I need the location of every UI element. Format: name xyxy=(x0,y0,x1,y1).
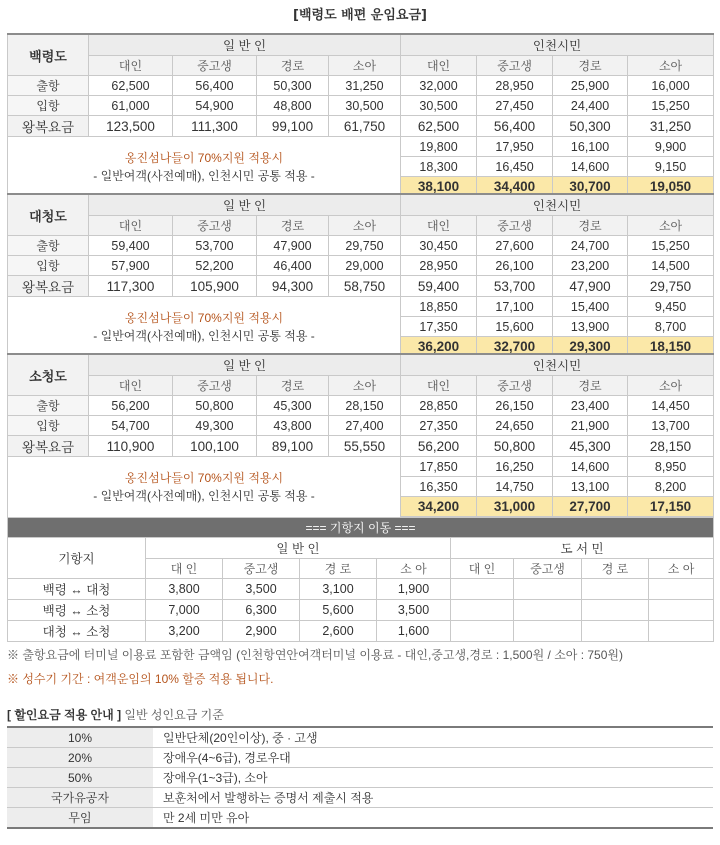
category-student: 중고생 xyxy=(477,216,553,236)
general-fare-cell: 110,900 xyxy=(89,436,173,457)
incheon-fare-cell: 50,800 xyxy=(477,436,553,457)
support-note-detail: - 일반여객(사전예매), 인천시민 공통 적용 - xyxy=(93,168,315,183)
incheon-fare-cell: 27,350 xyxy=(401,416,477,436)
general-fare-cell: 48,800 xyxy=(257,96,329,116)
incheon-fare-cell: 28,950 xyxy=(477,76,553,96)
incheon-fare-cell: 30,450 xyxy=(401,236,477,256)
general-fare-cell: 52,200 xyxy=(173,256,257,276)
support-fare-cell: 34,400 xyxy=(477,177,553,197)
incheon-fare-cell: 13,700 xyxy=(628,416,714,436)
general-fare-header: 일 반 인 xyxy=(89,34,401,56)
discount-title: [ 할인요금 적용 안내 ] xyxy=(7,708,122,722)
discount-desc: 만 2세 미만 유아 xyxy=(153,808,713,829)
general-fare-cell: 55,550 xyxy=(329,436,401,457)
round-trip-row xyxy=(8,276,714,297)
general-fare-cell: 31,250 xyxy=(329,76,401,96)
category-adult: 대 인 xyxy=(146,559,223,579)
general-fare-cell: 50,300 xyxy=(257,76,329,96)
category-student: 중고생 xyxy=(173,56,257,76)
incheon-fare-cell: 23,400 xyxy=(553,396,628,416)
discount-rate: 무임 xyxy=(7,808,153,829)
support-fare-cell: 9,900 xyxy=(628,137,714,157)
fare-cell: 2,900 xyxy=(223,621,300,642)
general-fare-cell: 46,400 xyxy=(257,256,329,276)
category-child: 소아 xyxy=(329,56,401,76)
general-fare-cell: 29,000 xyxy=(329,256,401,276)
round-trip-label: 왕복요금 xyxy=(8,436,89,457)
general-fare-cell: 45,300 xyxy=(257,396,329,416)
discount-rate: 10% xyxy=(7,727,153,748)
category-senior: 경로 xyxy=(553,56,628,76)
incheon-fare-cell: 28,850 xyxy=(401,396,477,416)
general-fare-cell: 50,800 xyxy=(173,396,257,416)
table-row xyxy=(7,808,713,829)
empty-cell xyxy=(582,621,649,642)
route-label: 백령 ↔ 대청 xyxy=(8,579,146,600)
support-fare-cell: 36,200 xyxy=(401,337,477,357)
category-child: 소 아 xyxy=(649,559,714,579)
incheon-fare-cell: 27,450 xyxy=(477,96,553,116)
incheon-fare-cell: 62,500 xyxy=(401,116,477,137)
general-fare-cell: 30,500 xyxy=(329,96,401,116)
empty-cell xyxy=(582,600,649,621)
category-senior: 경로 xyxy=(257,56,329,76)
support-fare-cell: 19,050 xyxy=(628,177,714,197)
category-student: 중고생 xyxy=(173,216,257,236)
incheon-fare-cell: 28,150 xyxy=(628,436,714,457)
incheon-citizen-header: 인천시민 xyxy=(401,34,714,56)
support-fare-cell: 18,150 xyxy=(628,337,714,357)
support-fare-cell: 14,600 xyxy=(553,157,628,177)
table-row xyxy=(8,579,714,600)
page-title: [백령도 배편 운임요금] xyxy=(293,8,427,23)
general-fare-header: 일 반 인 xyxy=(89,354,401,376)
incheon-fare-cell: 23,200 xyxy=(553,256,628,276)
fare-cell: 1,900 xyxy=(377,579,451,600)
island-name: 백령도 xyxy=(8,34,89,76)
general-fare-cell: 117,300 xyxy=(89,276,173,297)
category-adult: 대인 xyxy=(401,376,477,396)
support-fare-cell: 8,700 xyxy=(628,317,714,337)
discount-desc: 장애우(4~6급), 경로우대 xyxy=(153,748,713,768)
category-student: 중고생 xyxy=(223,559,300,579)
support-note-detail: - 일반여객(사전예매), 인천시민 공통 적용 - xyxy=(93,328,315,343)
terminal-fee-note: ※ 출항요금에 터미널 이용료 포함한 금액임 (인천항연안여객터미널 이용료 - 대인,중고생,경로 : 1,500원 / 소아 : 750원) xyxy=(7,648,623,662)
support-fare-cell: 17,100 xyxy=(477,297,553,317)
fare-cell: 2,600 xyxy=(300,621,377,642)
general-fare-cell: 53,700 xyxy=(173,236,257,256)
incheon-fare-cell: 24,700 xyxy=(553,236,628,256)
island-name: 소청도 xyxy=(8,354,89,396)
support-note-title: 옹진섬나들이 70%지원 적용시 xyxy=(124,310,284,325)
support-fare-cell: 17,950 xyxy=(477,137,553,157)
discount-desc: 보훈처에서 발행하는 증명서 제출시 적용 xyxy=(153,788,713,808)
category-student: 중고생 xyxy=(173,376,257,396)
general-fare-cell: 27,400 xyxy=(329,416,401,436)
incheon-fare-cell: 56,400 xyxy=(477,116,553,137)
round-trip-label: 왕복요금 xyxy=(8,116,89,137)
support-fare-cell: 17,350 xyxy=(401,317,477,337)
general-fare-cell: 89,100 xyxy=(257,436,329,457)
fare-cell: 3,800 xyxy=(146,579,223,600)
round-trip-label: 왕복요금 xyxy=(8,276,89,297)
departure-row xyxy=(8,396,714,416)
general-fare-cell: 99,100 xyxy=(257,116,329,137)
support-fare-row xyxy=(8,137,714,157)
general-fare-cell: 29,750 xyxy=(329,236,401,256)
general-fare-cell: 94,300 xyxy=(257,276,329,297)
support-fare-cell: 30,700 xyxy=(553,177,628,197)
fare-table-daecheong xyxy=(7,193,714,357)
support-note-title: 옹진섬나들이 70%지원 적용시 xyxy=(124,470,284,485)
category-student: 중고생 xyxy=(477,376,553,396)
incheon-fare-cell: 47,900 xyxy=(553,276,628,297)
category-child: 소아 xyxy=(628,56,714,76)
incheon-fare-cell: 24,400 xyxy=(553,96,628,116)
incheon-fare-cell: 28,950 xyxy=(401,256,477,276)
discount-table xyxy=(7,726,713,829)
general-fare-cell: 123,500 xyxy=(89,116,173,137)
incheon-fare-cell: 53,700 xyxy=(477,276,553,297)
support-fare-cell: 9,150 xyxy=(628,157,714,177)
departure-label: 출항 xyxy=(8,396,89,416)
discount-rate: 국가유공자 xyxy=(7,788,153,808)
port-label: 기항지 xyxy=(8,538,146,579)
table-row xyxy=(7,727,713,748)
category-child: 소아 xyxy=(628,216,714,236)
arrival-label: 입항 xyxy=(8,256,89,276)
incheon-citizen-header: 인천시민 xyxy=(401,354,714,376)
general-fare-cell: 43,800 xyxy=(257,416,329,436)
incheon-fare-cell: 25,900 xyxy=(553,76,628,96)
transfer-banner: === 기항지 이동 === xyxy=(8,518,714,538)
incheon-citizen-header: 인천시민 xyxy=(401,194,714,216)
incheon-fare-cell: 15,250 xyxy=(628,236,714,256)
incheon-fare-cell: 26,100 xyxy=(477,256,553,276)
empty-cell xyxy=(649,579,714,600)
category-senior: 경로 xyxy=(553,216,628,236)
general-fare-header: 일 반 인 xyxy=(89,194,401,216)
category-child: 소아 xyxy=(329,216,401,236)
support-fare-cell: 16,350 xyxy=(401,477,477,497)
support-fare-cell: 14,750 xyxy=(477,477,553,497)
support-fare-cell: 18,850 xyxy=(401,297,477,317)
support-fare-cell: 13,900 xyxy=(553,317,628,337)
round-trip-row xyxy=(8,436,714,457)
table-row xyxy=(7,788,713,808)
support-fare-cell: 16,450 xyxy=(477,157,553,177)
support-fare-cell: 13,100 xyxy=(553,477,628,497)
empty-cell xyxy=(451,600,514,621)
general-fare-cell: 56,200 xyxy=(89,396,173,416)
empty-cell xyxy=(582,579,649,600)
general-fare-cell: 61,000 xyxy=(89,96,173,116)
departure-label: 출항 xyxy=(8,76,89,96)
arrival-row xyxy=(8,416,714,436)
incheon-fare-cell: 15,250 xyxy=(628,96,714,116)
support-fare-cell: 16,100 xyxy=(553,137,628,157)
support-fare-cell: 15,600 xyxy=(477,317,553,337)
general-fare-cell: 49,300 xyxy=(173,416,257,436)
support-fare-cell: 38,100 xyxy=(401,177,477,197)
category-adult: 대인 xyxy=(89,56,173,76)
general-fare-cell: 111,300 xyxy=(173,116,257,137)
support-fare-cell: 31,000 xyxy=(477,497,553,517)
fare-cell: 3,500 xyxy=(377,600,451,621)
general-fare-cell: 54,700 xyxy=(89,416,173,436)
incheon-fare-cell: 14,450 xyxy=(628,396,714,416)
table-row xyxy=(7,768,713,788)
support-fare-cell: 15,400 xyxy=(553,297,628,317)
general-fare-cell: 62,500 xyxy=(89,76,173,96)
category-child: 소 아 xyxy=(377,559,451,579)
departure-label: 출항 xyxy=(8,236,89,256)
general-fare-cell: 59,400 xyxy=(89,236,173,256)
incheon-fare-cell: 56,200 xyxy=(401,436,477,457)
category-senior: 경로 xyxy=(257,376,329,396)
discount-desc: 일반단체(20인이상), 중 · 고생 xyxy=(153,727,713,748)
support-fare-cell: 32,700 xyxy=(477,337,553,357)
fare-table-socheong xyxy=(7,353,714,517)
support-note xyxy=(8,297,401,357)
fare-cell: 3,200 xyxy=(146,621,223,642)
empty-cell xyxy=(451,579,514,600)
incheon-fare-cell: 45,300 xyxy=(553,436,628,457)
peak-season-note: ※ 성수기 기간 : 여객운임의 10% 할증 적용 됩니다. xyxy=(7,672,274,686)
fare-cell: 3,500 xyxy=(223,579,300,600)
empty-cell xyxy=(649,621,714,642)
discount-rate: 50% xyxy=(7,768,153,788)
incheon-fare-cell: 16,000 xyxy=(628,76,714,96)
arrival-label: 입항 xyxy=(8,96,89,116)
support-fare-cell: 29,300 xyxy=(553,337,628,357)
round-trip-row xyxy=(8,116,714,137)
empty-cell xyxy=(514,600,582,621)
support-fare-row xyxy=(8,297,714,317)
incheon-fare-cell: 50,300 xyxy=(553,116,628,137)
incheon-fare-cell: 59,400 xyxy=(401,276,477,297)
support-note-title: 옹진섬나들이 70%지원 적용시 xyxy=(124,150,284,165)
general-fare-cell: 54,900 xyxy=(173,96,257,116)
incheon-fare-cell: 24,650 xyxy=(477,416,553,436)
support-fare-cell: 14,600 xyxy=(553,457,628,477)
support-note xyxy=(8,457,401,517)
incheon-fare-cell: 31,250 xyxy=(628,116,714,137)
route-label: 대청 ↔ 소청 xyxy=(8,621,146,642)
general-fare-cell: 57,900 xyxy=(89,256,173,276)
fare-cell: 5,600 xyxy=(300,600,377,621)
support-fare-cell: 18,300 xyxy=(401,157,477,177)
support-fare-cell: 34,200 xyxy=(401,497,477,517)
support-fare-cell: 17,850 xyxy=(401,457,477,477)
category-student: 중고생 xyxy=(477,56,553,76)
support-note-detail: - 일반여객(사전예매), 인천시민 공통 적용 - xyxy=(93,488,315,503)
fare-table-baengnyeong xyxy=(7,33,714,197)
table-row xyxy=(8,600,714,621)
category-adult: 대인 xyxy=(89,376,173,396)
category-adult: 대인 xyxy=(89,216,173,236)
support-fare-cell: 9,450 xyxy=(628,297,714,317)
category-child: 소아 xyxy=(628,376,714,396)
category-senior: 경 로 xyxy=(582,559,649,579)
transfer-fare-table xyxy=(7,517,714,642)
general-fare-cell: 105,900 xyxy=(173,276,257,297)
fare-cell: 1,600 xyxy=(377,621,451,642)
general-fare-cell: 58,750 xyxy=(329,276,401,297)
table-row xyxy=(7,748,713,768)
support-fare-cell: 17,150 xyxy=(628,497,714,517)
fare-cell: 3,100 xyxy=(300,579,377,600)
category-adult: 대인 xyxy=(401,56,477,76)
support-fare-row xyxy=(8,457,714,477)
incheon-fare-cell: 32,000 xyxy=(401,76,477,96)
departure-row xyxy=(8,76,714,96)
empty-cell xyxy=(514,579,582,600)
category-senior: 경로 xyxy=(553,376,628,396)
category-senior: 경로 xyxy=(257,216,329,236)
empty-cell xyxy=(649,600,714,621)
incheon-fare-cell: 21,900 xyxy=(553,416,628,436)
support-fare-cell: 27,700 xyxy=(553,497,628,517)
discount-heading xyxy=(7,706,224,723)
category-adult: 대 인 xyxy=(451,559,514,579)
fare-cell: 7,000 xyxy=(146,600,223,621)
general-fare-cell: 56,400 xyxy=(173,76,257,96)
discount-desc: 장애우(1~3급), 소아 xyxy=(153,768,713,788)
support-fare-cell: 19,800 xyxy=(401,137,477,157)
general-fare-cell: 47,900 xyxy=(257,236,329,256)
support-note xyxy=(8,137,401,197)
general-fare-cell: 28,150 xyxy=(329,396,401,416)
support-fare-cell: 8,200 xyxy=(628,477,714,497)
general-fare-cell: 61,750 xyxy=(329,116,401,137)
incheon-fare-cell: 27,600 xyxy=(477,236,553,256)
general-fare-cell: 100,100 xyxy=(173,436,257,457)
category-adult: 대인 xyxy=(401,216,477,236)
discount-subtitle: 일반 성인요금 기준 xyxy=(121,708,224,722)
fare-cell: 6,300 xyxy=(223,600,300,621)
discount-rate: 20% xyxy=(7,748,153,768)
departure-row xyxy=(8,236,714,256)
incheon-fare-cell: 29,750 xyxy=(628,276,714,297)
transfer-islander-header: 도 서 민 xyxy=(451,538,714,559)
arrival-label: 입항 xyxy=(8,416,89,436)
category-child: 소아 xyxy=(329,376,401,396)
incheon-fare-cell: 14,500 xyxy=(628,256,714,276)
transfer-general-header: 일 반 인 xyxy=(146,538,451,559)
incheon-fare-cell: 26,150 xyxy=(477,396,553,416)
empty-cell xyxy=(514,621,582,642)
empty-cell xyxy=(451,621,514,642)
table-row xyxy=(8,621,714,642)
route-label: 백령 ↔ 소청 xyxy=(8,600,146,621)
incheon-fare-cell: 30,500 xyxy=(401,96,477,116)
category-senior: 경 로 xyxy=(300,559,377,579)
island-name: 대청도 xyxy=(8,194,89,236)
support-fare-cell: 8,950 xyxy=(628,457,714,477)
arrival-row xyxy=(8,256,714,276)
support-fare-cell: 16,250 xyxy=(477,457,553,477)
category-student: 중고생 xyxy=(514,559,582,579)
arrival-row xyxy=(8,96,714,116)
